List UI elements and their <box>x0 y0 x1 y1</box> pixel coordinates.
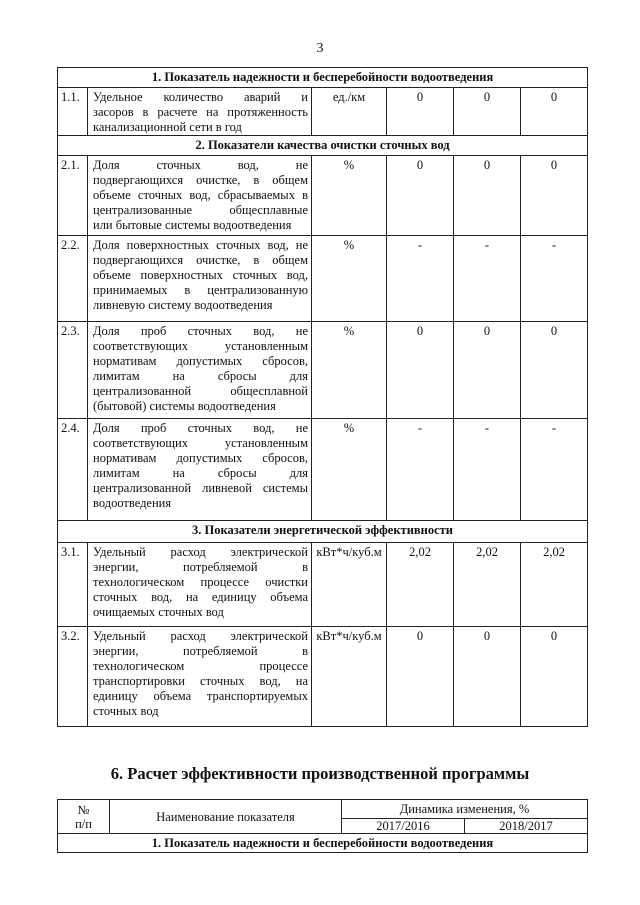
value-cell: 0 <box>521 88 588 136</box>
header-number <box>58 800 110 834</box>
row-number: 2.4. <box>58 419 88 521</box>
header-dynamics: Динамика изменения, % <box>342 800 588 819</box>
value-cell: 0 <box>454 627 521 727</box>
indicator-description <box>88 419 312 521</box>
description-line: сточных вод, на единицу объема <box>93 590 308 604</box>
header-year-2017-2016: 2017/2016 <box>342 819 465 834</box>
table-row <box>58 419 588 521</box>
indicator-description <box>88 627 312 727</box>
value-cell: - <box>521 236 588 322</box>
description-line: Доля проб сточных вод, не <box>93 421 308 435</box>
table-row <box>58 543 588 627</box>
description-line: или бытовые системы водоотведения <box>93 218 292 232</box>
row-number: 2.2. <box>58 236 88 322</box>
unit-cell: % <box>312 236 387 322</box>
description-line: (бытовой) системы водоотведения <box>93 399 276 413</box>
table-row <box>58 322 588 419</box>
value-cell: 0 <box>521 627 588 727</box>
description-line: подвергающихся очистке, в общем <box>93 173 308 187</box>
table-row <box>58 627 588 727</box>
unit-cell: % <box>312 322 387 419</box>
indicator-description <box>88 322 312 419</box>
row-number: 2.3. <box>58 322 88 419</box>
description-line: централизованной общесплавной <box>93 384 308 398</box>
unit-cell: ед./км <box>312 88 387 136</box>
value-cell: 2,02 <box>454 543 521 627</box>
efficiency-table <box>57 799 588 853</box>
value-cell: - <box>521 419 588 521</box>
description-line: засоров в расчете на протяженность <box>93 105 308 119</box>
description-line: лимитам на сбросы для <box>93 369 308 383</box>
table-row <box>58 88 588 136</box>
row-number: 3.1. <box>58 543 88 627</box>
unit-cell: кВт*ч/куб.м <box>312 543 387 627</box>
description-line: нормативам допустимых сбросов, <box>93 354 308 368</box>
value-cell: - <box>454 419 521 521</box>
unit-cell: % <box>312 419 387 521</box>
description-line: принимаемых в централизованную <box>93 283 308 297</box>
indicator-description <box>88 88 312 136</box>
description-line: Доля сточных вод, не <box>93 158 308 172</box>
header-year-2018-2017: 2018/2017 <box>465 819 588 834</box>
description-line: технологическом процессе очистки <box>93 575 308 589</box>
description-line: централизованной ливневой системы <box>93 481 308 495</box>
description-line: энергии, потребляемой в <box>93 644 308 658</box>
header-number-line1: № <box>77 802 90 817</box>
table-row <box>58 156 588 236</box>
description-line: нормативам допустимых сбросов, <box>93 451 308 465</box>
description-line: очищаемых сточных вод <box>93 605 224 619</box>
value-cell: - <box>387 236 454 322</box>
unit-cell: кВт*ч/куб.м <box>312 627 387 727</box>
description-line: технологическом процессе <box>93 659 308 673</box>
value-cell: 0 <box>454 322 521 419</box>
description-line: Удельный расход электрической <box>93 629 308 643</box>
description-line: централизованные общесплавные <box>93 203 308 217</box>
value-cell: - <box>387 419 454 521</box>
page-number: 3 <box>316 41 324 56</box>
description-line: канализационной сети в год <box>93 120 242 134</box>
section-title: 2. Показатели качества очистки сточных вод <box>58 136 588 156</box>
indicators-table <box>57 67 588 727</box>
value-cell: 0 <box>454 156 521 236</box>
value-cell: 0 <box>387 88 454 136</box>
description-line: единицу объема транспортируемых <box>93 689 308 703</box>
value-cell: 2,02 <box>521 543 588 627</box>
table-row <box>58 236 588 322</box>
description-line: транспортировки сточных вод, на <box>93 674 308 688</box>
description-line: соответствующих установленным <box>93 339 308 353</box>
header-number-line2: п/п <box>75 816 92 831</box>
value-cell: 0 <box>387 627 454 727</box>
description-line: Доля проб сточных вод, не <box>93 324 308 338</box>
row-number: 2.1. <box>58 156 88 236</box>
header-indicator-name: Наименование показателя <box>110 800 342 834</box>
value-cell: 0 <box>521 322 588 419</box>
description-line: подвергающихся очистке, в общем <box>93 253 308 267</box>
indicator-description <box>88 543 312 627</box>
value-cell: 0 <box>387 156 454 236</box>
description-line: водоотведения <box>93 496 172 510</box>
description-line: сточных вод <box>93 704 159 718</box>
description-line: ливневую систему водоотведения <box>93 298 273 312</box>
value-cell: - <box>454 236 521 322</box>
section-heading: 6. Расчет эффективности производственной программы <box>110 764 530 783</box>
description-line: Удельный расход электрической <box>93 545 308 559</box>
description-line: Доля поверхностных сточных вод, не <box>93 238 308 252</box>
description-line: энергии, потребляемой в <box>93 560 308 574</box>
description-line: Удельное количество аварий и <box>93 90 308 104</box>
row-number: 1.1. <box>58 88 88 136</box>
description-line: лимитам на сбросы для <box>93 466 308 480</box>
description-line: соответствующих установленным <box>93 436 308 450</box>
indicator-description <box>88 156 312 236</box>
description-line: объеме поверхностных сточных вод, <box>93 268 308 282</box>
section-title: 1. Показатель надежности и бесперебойности водоотведения <box>58 834 588 853</box>
row-number: 3.2. <box>58 627 88 727</box>
value-cell: 0 <box>387 322 454 419</box>
description-line: объеме сточных вод, сбрасываемых в <box>93 188 308 202</box>
unit-cell: % <box>312 156 387 236</box>
section-title: 1. Показатель надежности и бесперебойности водоотведения <box>58 68 588 88</box>
value-cell: 0 <box>454 88 521 136</box>
indicator-description <box>88 236 312 322</box>
value-cell: 2,02 <box>387 543 454 627</box>
value-cell: 0 <box>521 156 588 236</box>
section-title: 3. Показатели энергетической эффективности <box>58 521 588 543</box>
